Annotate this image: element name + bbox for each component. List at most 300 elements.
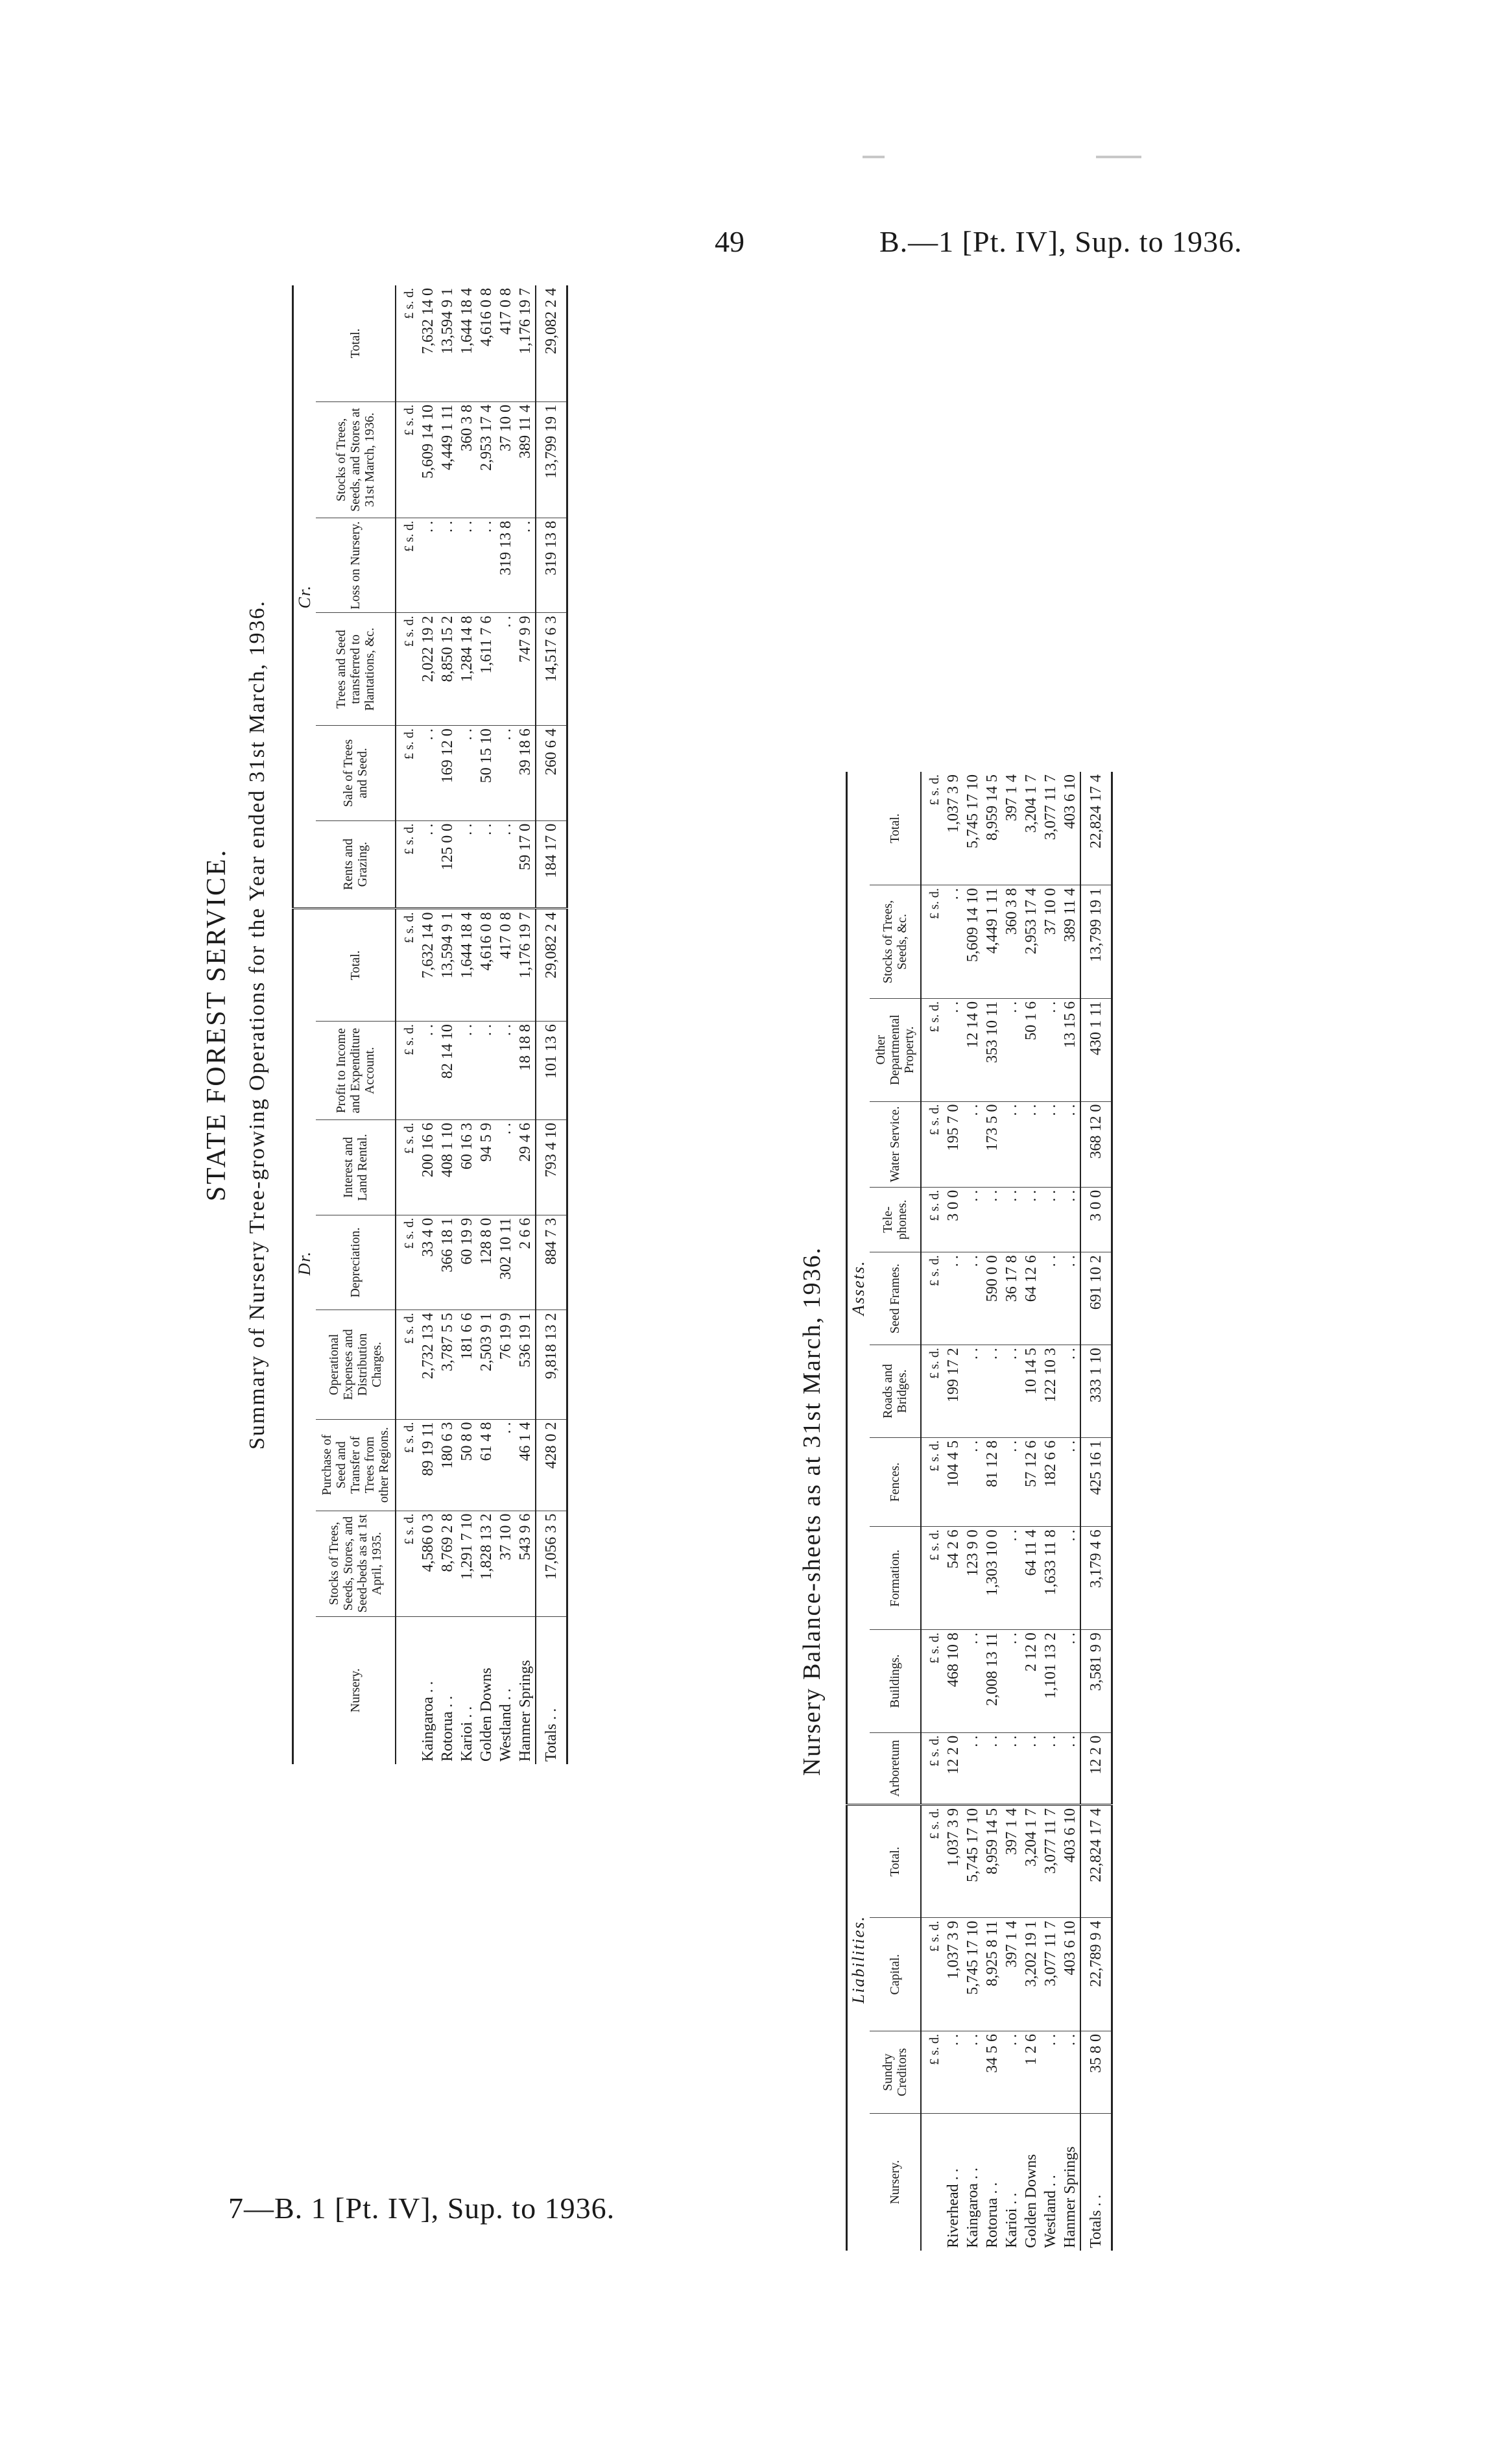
table-cell: 64 11 4 — [1021, 1527, 1041, 1630]
table-cell: £ s. d. — [921, 2031, 944, 2113]
table-cell: 2 6 6 — [516, 1215, 536, 1310]
table-cell: 128 8 0 — [477, 1215, 496, 1310]
table-cell: . . — [496, 613, 516, 726]
table-cell: 34 5 6 — [983, 2031, 1002, 2113]
table-cell: 389 11 4 — [1060, 885, 1080, 999]
column-header: Purchase of Seed and Transfer of Trees from other Regions. — [316, 1419, 396, 1511]
table-cell: . . — [1060, 1101, 1080, 1187]
table-cell: 428 0 2 — [536, 1419, 567, 1511]
liabilities-label: Liabilities. — [847, 1804, 870, 2113]
table-cell: 417 0 8 — [496, 909, 516, 1022]
table-cell: 36 17 8 — [1002, 1252, 1021, 1345]
table-cell: . . — [1060, 1437, 1080, 1527]
table-cell: 8,850 15 2 — [438, 613, 457, 726]
table-cell: 50 1 6 — [1021, 998, 1041, 1101]
table-cell: £ s. d. — [921, 772, 944, 885]
table-cell: 319 13 8 — [496, 518, 516, 613]
table-cell: 3,202 19 1 — [1021, 1918, 1041, 2031]
table-cell: 1,644 18 4 — [457, 285, 477, 401]
nursery-name: Riverhead . . — [944, 2168, 962, 2248]
table-cell: . . — [963, 1187, 983, 1252]
table-cell: . . — [1002, 1187, 1021, 1252]
table-cell: . . — [477, 1022, 496, 1120]
table-cell: 81 12 8 — [983, 1437, 1002, 1527]
table-cell: 389 11 4 — [516, 401, 536, 518]
table-cell: . . — [1041, 2031, 1060, 2113]
column-header: Other Departmental Property. — [870, 998, 921, 1101]
column-header: Nursery. — [316, 1616, 396, 1764]
table-cell: 12 2 0 — [944, 1732, 963, 1804]
table-cell: 2,953 17 4 — [1021, 885, 1041, 999]
table-cell: . . — [983, 1345, 1002, 1438]
table-cell: 360 3 8 — [1002, 885, 1021, 999]
column-header: Sundry Creditors — [870, 2031, 921, 2113]
totals-row — [536, 285, 567, 1764]
table-cell: 425 16 1 — [1080, 1437, 1112, 1527]
table-row — [1041, 772, 1060, 2251]
table-cell: 366 18 1 — [438, 1215, 457, 1310]
table-cell: £ s. d. — [396, 1419, 418, 1511]
table-cell: £ s. d. — [921, 1918, 944, 2031]
balance-table — [846, 772, 1113, 2251]
column-header: Tele-phones. — [870, 1187, 921, 1252]
scan-speck — [1096, 156, 1141, 158]
table-cell: 8,769 2 8 — [438, 1511, 457, 1616]
table-cell: . . — [944, 2031, 963, 2113]
table-cell: 7,632 14 0 — [418, 285, 438, 401]
table-cell: 125 0 0 — [438, 820, 457, 909]
table-cell: . . — [418, 726, 438, 821]
table-cell: £ s. d. — [921, 1527, 944, 1630]
table-cell: 3,581 9 9 — [1080, 1630, 1112, 1733]
table-cell: 1,037 3 9 — [944, 1804, 963, 1918]
dr-label: Dr. — [293, 909, 316, 1616]
table-cell: . . — [1021, 1187, 1041, 1252]
table-cell: 1,303 10 0 — [983, 1527, 1002, 1630]
table-cell: £ s. d. — [921, 998, 944, 1101]
table-cell: . . — [1060, 1252, 1080, 1345]
table-row — [516, 285, 536, 1764]
table-cell: £ s. d. — [921, 1187, 944, 1252]
table-cell: 2,022 19 2 — [418, 613, 438, 726]
table-cell: 33 4 0 — [418, 1215, 438, 1310]
table-cell: 37 10 0 — [496, 1511, 516, 1616]
nursery-name: Karioi . . — [458, 1706, 475, 1762]
table-cell: 1,828 13 2 — [477, 1511, 496, 1616]
column-header: Nursery. — [870, 2113, 921, 2251]
table-cell: 5,745 17 10 — [963, 1804, 983, 1918]
table-cell: 22,824 17 4 — [1080, 772, 1112, 885]
table-cell: £ s. d. — [396, 285, 418, 401]
table-cell: 59 17 0 — [516, 820, 536, 909]
table-cell: . . — [983, 1187, 1002, 1252]
table-cell: . . — [1002, 1527, 1021, 1630]
table-cell: 14,517 6 3 — [536, 613, 567, 726]
table-cell: 13,799 19 1 — [1080, 885, 1112, 999]
nursery-name: Kaingaroa . . — [964, 2168, 981, 2248]
table-cell: £ s. d. — [396, 820, 418, 909]
table-cell: 1,611 7 6 — [477, 613, 496, 726]
table-cell: . . — [496, 1120, 516, 1215]
nursery-name: Golden Downs — [1022, 2154, 1040, 2248]
table-cell: . . — [1002, 1732, 1021, 1804]
balance-title: Nursery Balance-sheets as at 31st March, 1936. — [798, 1247, 826, 1776]
table-row — [496, 285, 516, 1764]
table-cell: 82 14 10 — [438, 1022, 457, 1120]
table-cell: 35 8 0 — [1080, 2031, 1112, 2113]
table-cell: 101 13 6 — [536, 1022, 567, 1120]
table-cell: . . — [1002, 1345, 1021, 1438]
table-cell: . . — [457, 820, 477, 909]
column-header: Loss on Nursery. — [316, 518, 396, 613]
nursery-name: Rotorua . . — [438, 1695, 456, 1762]
table-cell: . . — [1060, 2031, 1080, 2113]
table-cell: 4,449 1 11 — [983, 885, 1002, 999]
table-cell: 397 1 4 — [1002, 772, 1021, 885]
table-cell: 4,586 0 3 — [418, 1511, 438, 1616]
table-cell: 5,745 17 10 — [963, 772, 983, 885]
table-cell: 1,291 7 10 — [457, 1511, 477, 1616]
nursery-name — [921, 2113, 944, 2251]
column-header: Stocks of Trees, Seeds, Stores, and Seed-beds as at 1st April, 1935. — [316, 1511, 396, 1616]
table-cell: £ s. d. — [396, 1022, 418, 1120]
table-cell: . . — [1021, 1101, 1041, 1187]
table-cell: 54 2 6 — [944, 1527, 963, 1630]
table-cell: 2,732 13 4 — [418, 1310, 438, 1419]
column-header: Total. — [316, 909, 396, 1022]
table-cell: 200 16 6 — [418, 1120, 438, 1215]
nursery-name: Golden Downs — [477, 1668, 495, 1762]
table-cell: 13,594 9 1 — [438, 285, 457, 401]
totals-row — [1080, 772, 1112, 2251]
assets-label: Assets. — [847, 772, 870, 1804]
table-cell: 46 1 4 — [516, 1419, 536, 1511]
table-cell: . . — [1002, 1437, 1021, 1527]
nursery-name: Westland . . — [1042, 2175, 1059, 2248]
table-cell: £ s. d. — [396, 518, 418, 613]
table-cell: 39 18 6 — [516, 726, 536, 821]
table-cell: 17,056 3 5 — [536, 1511, 567, 1616]
footer-reference: 7—B. 1 [Pt. IV], Sup. to 1936. — [228, 2192, 615, 2225]
column-header: Seed Frames. — [870, 1252, 921, 1345]
table-cell: £ s. d. — [921, 1437, 944, 1527]
table-cell: 13,594 9 1 — [438, 909, 457, 1022]
table-cell: 123 9 0 — [963, 1527, 983, 1630]
table-cell: 691 10 2 — [1080, 1252, 1112, 1345]
table-cell: 4,616 0 8 — [477, 909, 496, 1022]
units-row — [921, 772, 944, 2251]
table-cell: . . — [963, 1630, 983, 1733]
table-cell: . . — [1060, 1630, 1080, 1733]
table-cell: 353 10 11 — [983, 998, 1002, 1101]
table-cell: 3,077 11 7 — [1041, 772, 1060, 885]
nursery-name: Rotorua . . — [983, 2182, 1001, 2248]
table-cell: 4,616 0 8 — [477, 285, 496, 401]
table-cell: 403 6 10 — [1060, 1804, 1080, 1918]
table-row — [944, 772, 963, 2251]
table-cell: . . — [1002, 998, 1021, 1101]
table-cell: 3,204 1 7 — [1021, 1804, 1041, 1918]
table-cell: . . — [438, 518, 457, 613]
table-cell: 37 10 0 — [1041, 885, 1060, 999]
table-cell: 12 2 0 — [1080, 1732, 1112, 1804]
table-cell: 333 1 10 — [1080, 1345, 1112, 1438]
table-cell: 543 9 6 — [516, 1511, 536, 1616]
table-cell: 169 12 0 — [438, 726, 457, 821]
table-cell: 2 12 0 — [1021, 1630, 1041, 1733]
table-cell: £ s. d. — [921, 1101, 944, 1187]
table-cell: . . — [963, 1732, 983, 1804]
table-cell: . . — [1002, 1630, 1021, 1733]
table-cell: 403 6 10 — [1060, 1918, 1080, 2031]
table-cell: . . — [496, 1419, 516, 1511]
table-cell: . . — [1002, 1101, 1021, 1187]
nursery-name — [396, 1616, 418, 1764]
nursery-name: Hanmer Springs — [516, 1660, 534, 1762]
table-cell: 9,818 13 2 — [536, 1310, 567, 1419]
table-cell: . . — [1060, 1345, 1080, 1438]
column-header: Formation. — [870, 1527, 921, 1630]
nursery-name: Westland . . — [497, 1688, 514, 1762]
table-cell: 3 0 0 — [1080, 1187, 1112, 1252]
column-header: Profit to Income and Expenditure Account. — [316, 1022, 396, 1120]
table-cell: 1 2 6 — [1021, 2031, 1041, 2113]
table-cell: £ s. d. — [396, 909, 418, 1022]
nursery-name: Kaingaroa . . — [419, 1681, 436, 1762]
summary-table — [292, 285, 568, 1764]
table-cell: . . — [944, 998, 963, 1101]
column-header: Depreciation. — [316, 1215, 396, 1310]
summary-section — [195, 285, 726, 1764]
table-cell: 1,037 3 9 — [944, 1918, 963, 2031]
table-cell: . . — [1060, 1187, 1080, 1252]
nursery-name: Totals . . — [536, 1616, 567, 1764]
table-cell: . . — [1060, 1527, 1080, 1630]
table-cell: 590 0 0 — [983, 1252, 1002, 1345]
table-cell: 319 13 8 — [536, 518, 567, 613]
page-number: 49 — [715, 225, 744, 258]
table-cell: . . — [457, 726, 477, 821]
table-cell: 29,082 2 4 — [536, 285, 567, 401]
column-header: Rents and Grazing. — [316, 820, 396, 909]
table-cell: . . — [1041, 1252, 1060, 1345]
table-cell: . . — [418, 1022, 438, 1120]
table-cell: 195 7 0 — [944, 1101, 963, 1187]
table-cell: . . — [418, 518, 438, 613]
table-cell: 3,787 5 5 — [438, 1310, 457, 1419]
table-cell: £ s. d. — [921, 1252, 944, 1345]
column-header: Sale of Trees and Seed. — [316, 726, 396, 821]
table-cell: 37 10 0 — [496, 401, 516, 518]
table-cell: . . — [944, 1252, 963, 1345]
table-row — [418, 285, 438, 1764]
table-cell: 1,644 18 4 — [457, 909, 477, 1022]
table-cell: £ s. d. — [396, 726, 418, 821]
table-cell: 180 6 3 — [438, 1419, 457, 1511]
table-cell: . . — [457, 518, 477, 613]
table-cell: 173 5 0 — [983, 1101, 1002, 1187]
table-cell: 4,449 1 11 — [438, 401, 457, 518]
table-cell: 22,789 9 4 — [1080, 1918, 1112, 2031]
table-cell: 368 12 0 — [1080, 1101, 1112, 1187]
table-cell: . . — [477, 820, 496, 909]
table-cell: 3,204 1 7 — [1021, 772, 1041, 885]
table-cell: £ s. d. — [396, 1511, 418, 1616]
table-cell: 2,008 13 11 — [983, 1630, 1002, 1733]
table-cell: 260 6 4 — [536, 726, 567, 821]
table-cell: 793 4 10 — [536, 1120, 567, 1215]
column-header: Roads and Bridges. — [870, 1345, 921, 1438]
table-cell: 3,179 4 6 — [1080, 1527, 1112, 1630]
table-row — [963, 772, 983, 2251]
table-cell: 181 6 6 — [457, 1310, 477, 1419]
table-cell: 104 4 5 — [944, 1437, 963, 1527]
table-cell: 360 3 8 — [457, 401, 477, 518]
table-cell: . . — [963, 1437, 983, 1527]
table-cell: 417 0 8 — [496, 285, 516, 401]
table-row — [1060, 772, 1080, 2251]
table-cell: . . — [1041, 1732, 1060, 1804]
table-cell: . . — [418, 820, 438, 909]
column-header: Capital. — [870, 1918, 921, 2031]
table-cell: . . — [1041, 1101, 1060, 1187]
table-cell: 403 6 10 — [1060, 772, 1080, 885]
table-cell: £ s. d. — [396, 613, 418, 726]
table-cell: 50 8 0 — [457, 1419, 477, 1511]
table-cell: 89 19 11 — [418, 1419, 438, 1511]
nursery-name: Hanmer Springs — [1061, 2146, 1078, 2248]
table-cell: 199 17 2 — [944, 1345, 963, 1438]
table-cell: 1,284 14 8 — [457, 613, 477, 726]
table-cell: £ s. d. — [921, 1630, 944, 1733]
table-cell: 12 14 0 — [963, 998, 983, 1101]
report-reference: B.—1 [Pt. IV], Sup. to 1936. — [879, 225, 1243, 258]
table-cell: 1,101 13 2 — [1041, 1630, 1060, 1733]
main-title: STATE FOREST SERVICE. — [202, 848, 232, 1202]
table-cell: 8,959 14 5 — [983, 772, 1002, 885]
summary-subtitle: Summary of Nursery Tree-growing Operations for the Year ended 31st March, 1936. — [245, 600, 269, 1450]
table-cell: . . — [963, 1101, 983, 1187]
table-row — [477, 285, 496, 1764]
table-cell: 8,959 14 5 — [983, 1804, 1002, 1918]
table-cell: . . — [1041, 1187, 1060, 1252]
table-cell: 184 17 0 — [536, 820, 567, 909]
table-cell: 8,925 8 11 — [983, 1918, 1002, 2031]
scan-speck — [863, 156, 885, 158]
table-cell: 5,609 14 10 — [963, 885, 983, 999]
table-cell: 64 12 6 — [1021, 1252, 1041, 1345]
table-cell: 61 4 8 — [477, 1419, 496, 1511]
table-cell: 3,077 11 7 — [1041, 1918, 1060, 2031]
table-cell: 76 19 9 — [496, 1310, 516, 1419]
table-cell: £ s. d. — [921, 1345, 944, 1438]
units-row — [396, 285, 418, 1764]
table-cell: 302 10 11 — [496, 1215, 516, 1310]
table-cell: 3 0 0 — [944, 1187, 963, 1252]
table-row — [1002, 772, 1021, 2251]
table-row — [983, 772, 1002, 2251]
table-cell: £ s. d. — [921, 1732, 944, 1804]
table-cell: 3,077 11 7 — [1041, 1804, 1060, 1918]
table-cell: . . — [944, 885, 963, 999]
table-cell: 2,503 9 1 — [477, 1310, 496, 1419]
table-cell: 13 15 6 — [1060, 998, 1080, 1101]
table-cell: 468 10 8 — [944, 1630, 963, 1733]
table-cell: 397 1 4 — [1002, 1804, 1021, 1918]
table-cell: £ s. d. — [921, 1804, 944, 1918]
column-header: Buildings. — [870, 1630, 921, 1733]
table-cell: . . — [963, 1345, 983, 1438]
table-cell: 884 7 3 — [536, 1215, 567, 1310]
table-row — [438, 285, 457, 1764]
column-header: Fences. — [870, 1437, 921, 1527]
table-cell: 7,632 14 0 — [418, 909, 438, 1022]
table-cell: 10 14 5 — [1021, 1345, 1041, 1438]
table-cell: 747 9 9 — [516, 613, 536, 726]
table-cell: . . — [983, 1732, 1002, 1804]
table-cell: 60 19 9 — [457, 1215, 477, 1310]
column-header: Stocks of Trees, Seeds, &c. — [870, 885, 921, 999]
table-cell: 29,082 2 4 — [536, 909, 567, 1022]
table-cell: 397 1 4 — [1002, 1918, 1021, 2031]
table-cell: 5,745 17 10 — [963, 1918, 983, 2031]
column-header: Interest and Land Rental. — [316, 1120, 396, 1215]
table-cell: . . — [1041, 998, 1060, 1101]
table-cell: 122 10 3 — [1041, 1345, 1060, 1438]
column-header: Total. — [316, 285, 396, 401]
table-cell: 536 19 1 — [516, 1310, 536, 1419]
table-cell: . . — [516, 518, 536, 613]
column-header: Water Service. — [870, 1101, 921, 1187]
table-cell: £ s. d. — [396, 1120, 418, 1215]
table-cell: 60 16 3 — [457, 1120, 477, 1215]
table-cell: 182 6 6 — [1041, 1437, 1060, 1527]
column-header: Arboretum — [870, 1732, 921, 1804]
table-cell: 1,176 19 7 — [516, 285, 536, 401]
table-cell: . . — [496, 1022, 516, 1120]
nursery-name: Totals . . — [1080, 2113, 1112, 2251]
column-header: Total. — [870, 1804, 921, 1918]
table-cell: £ s. d. — [921, 885, 944, 999]
column-header: Total. — [870, 772, 921, 885]
table-cell: . . — [496, 726, 516, 821]
table-cell: 57 12 6 — [1021, 1437, 1041, 1527]
table-cell: 1,176 19 7 — [516, 909, 536, 1022]
table-cell: . . — [963, 2031, 983, 2113]
table-cell: 5,609 14 10 — [418, 401, 438, 518]
table-cell: . . — [1021, 1732, 1041, 1804]
table-cell: . . — [963, 1252, 983, 1345]
table-row — [1021, 772, 1041, 2251]
table-cell: 408 1 10 — [438, 1120, 457, 1215]
table-cell: 94 5 9 — [477, 1120, 496, 1215]
balance-section — [798, 772, 1323, 2251]
table-cell: 13,799 19 1 — [536, 401, 567, 518]
nursery-name: Karioi . . — [1003, 2192, 1020, 2248]
table-cell: 1,633 11 8 — [1041, 1527, 1060, 1630]
table-cell: £ s. d. — [396, 401, 418, 518]
column-header: Stocks of Trees, Seeds, and Stores at 31st March, 1936. — [316, 401, 396, 518]
column-header: Trees and Seed transferred to Plantations, &c. — [316, 613, 396, 726]
table-cell: 430 1 11 — [1080, 998, 1112, 1101]
table-cell: . . — [1002, 2031, 1021, 2113]
table-cell: . . — [1060, 1732, 1080, 1804]
table-cell: 29 4 6 — [516, 1120, 536, 1215]
table-cell: 2,953 17 4 — [477, 401, 496, 518]
table-cell: £ s. d. — [396, 1310, 418, 1419]
column-header: Operational Expenses and Distribution Charges. — [316, 1310, 396, 1419]
cr-label: Cr. — [293, 285, 316, 909]
